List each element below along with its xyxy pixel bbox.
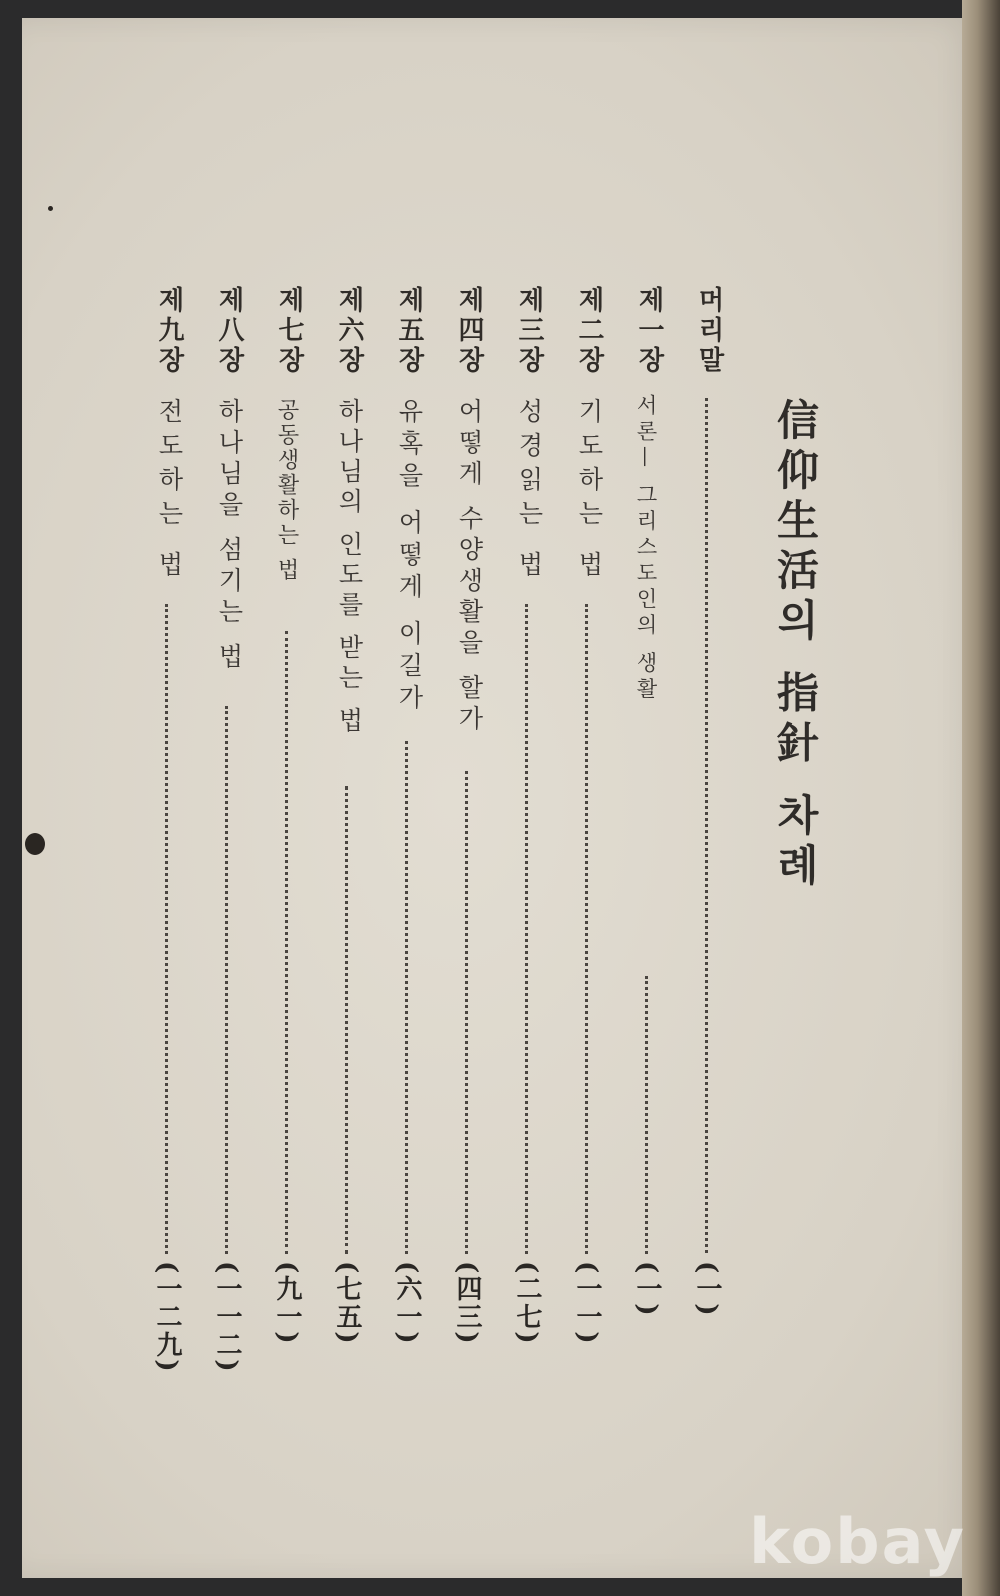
next-page-edge bbox=[962, 0, 1000, 1596]
entry-text: 기도하는 법 bbox=[575, 398, 604, 585]
book-page bbox=[22, 18, 980, 1578]
entry-page: (九一) bbox=[272, 1261, 302, 1346]
watermark-logo: kobay bbox=[749, 1505, 966, 1578]
entry-page: (二七) bbox=[512, 1261, 542, 1346]
leader-dots bbox=[525, 604, 528, 1254]
leader-dots bbox=[705, 398, 708, 1253]
leader-dots bbox=[585, 604, 588, 1254]
entry-text: 전도하는 법 bbox=[155, 398, 184, 585]
entry-text: 어떻게 수양생활을 할가 bbox=[455, 398, 484, 736]
entry-page: (一一) bbox=[572, 1261, 602, 1346]
leader-dots bbox=[225, 706, 228, 1254]
entry-page: (一一二) bbox=[212, 1261, 242, 1374]
toc-entry-chapter-7 bbox=[267, 286, 311, 1366]
entry-text: 성경읽는 법 bbox=[515, 398, 544, 585]
toc-entry-chapter-3 bbox=[507, 286, 551, 1366]
entry-text: 공동생활하는 법 bbox=[274, 398, 299, 583]
toc-entry-chapter-4 bbox=[447, 286, 491, 1366]
toc-entry-chapter-8 bbox=[207, 286, 251, 1374]
entry-label: 제四장 bbox=[454, 286, 484, 376]
entry-page: (一) bbox=[632, 1261, 662, 1318]
entry-text: 하나님을 섬기는 법 bbox=[215, 398, 244, 674]
toc-entry-chapter-5 bbox=[387, 286, 431, 1366]
entry-label: 머리말 bbox=[694, 286, 724, 376]
entry-label: 제七장 bbox=[274, 286, 304, 376]
entry-page: (一) bbox=[692, 1261, 722, 1318]
entry-page: (六一) bbox=[392, 1261, 422, 1346]
entry-label: 제五장 bbox=[394, 286, 424, 376]
toc-title: 信仰生活의 指針 차례 bbox=[771, 398, 820, 894]
leader-dots bbox=[165, 604, 168, 1254]
toc-entry-preface bbox=[687, 286, 731, 1366]
entry-label: 제六장 bbox=[334, 286, 364, 376]
entry-label: 제八장 bbox=[214, 286, 244, 376]
leader-dots bbox=[465, 771, 468, 1254]
toc-entry-chapter-2 bbox=[567, 286, 611, 1366]
entry-text: 서론— 그리스도인의 생활 bbox=[634, 394, 658, 704]
leader-dots bbox=[405, 741, 408, 1254]
toc-entry-chapter-9 bbox=[147, 286, 191, 1374]
entry-label: 제一장 bbox=[634, 286, 664, 376]
entry-page: (四三) bbox=[452, 1261, 482, 1346]
leader-dots bbox=[285, 631, 288, 1254]
entry-label: 제三장 bbox=[514, 286, 544, 376]
entry-text: 유혹을 어떻게 이길가 bbox=[395, 398, 424, 716]
entry-text: 하나님의 인도를 받는 법 bbox=[335, 398, 364, 737]
paper-hole-mark bbox=[25, 833, 45, 855]
entry-label: 제九장 bbox=[154, 286, 184, 376]
leader-dots bbox=[645, 976, 648, 1254]
entry-page: (七五) bbox=[332, 1261, 362, 1346]
paper-speck bbox=[48, 206, 53, 211]
entry-label: 제二장 bbox=[574, 286, 604, 376]
toc-entry-chapter-1 bbox=[627, 286, 671, 1366]
toc-entry-chapter-6 bbox=[327, 286, 371, 1366]
entry-page: (一二九) bbox=[152, 1261, 182, 1374]
leader-dots bbox=[345, 786, 348, 1254]
